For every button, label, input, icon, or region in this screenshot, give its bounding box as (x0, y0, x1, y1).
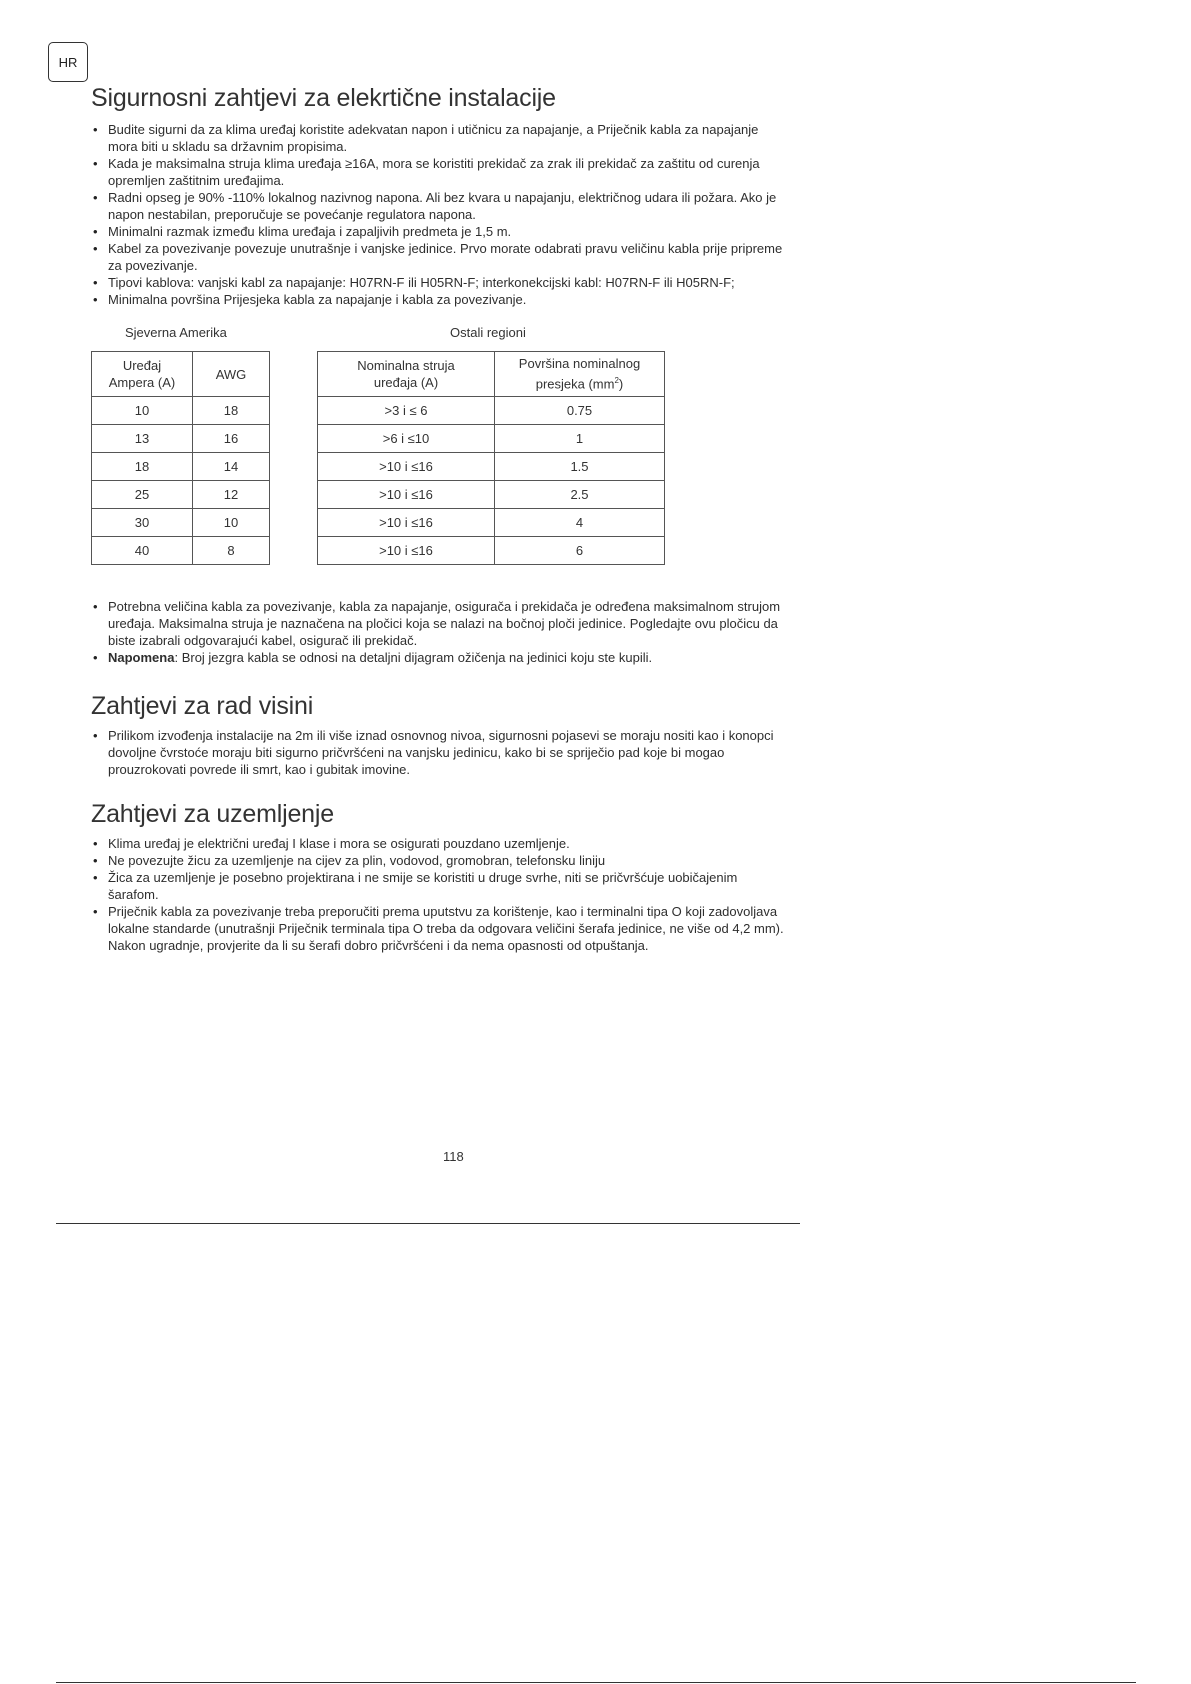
table-row (92, 481, 270, 509)
table-cell: >10 i ≤16 (318, 509, 495, 537)
table-cell: 10 (92, 397, 193, 425)
list-item: • Potrebna veličina kabla za povezivanje, kabla za napajanje, osigurača i prekidača je određena maksimalnom strujom uređaja. Maksimalna struja je naznačena na pločici koja se nalazi na bočnoj ploči jedinice. Pogledajte ovu pločicu da biste izabrali odgovarajući kabel, osigurač ili prekidač. (91, 598, 791, 649)
table-cell: 18 (193, 397, 270, 425)
header-cell: Površina nominalnog presjeka $(mm^2)$ (495, 352, 665, 397)
bottom-divider-line (56, 1682, 1136, 1683)
table-header-row (92, 352, 270, 397)
list-item: • Minimalna površina Prijesjeka kabla za napajanje i kabla za povezivanje. (91, 291, 791, 308)
table-cell: 14 (193, 453, 270, 481)
table-cell: 2.5 (495, 481, 665, 509)
grounding-title: Zahtjevi za uzemljenje (91, 800, 334, 828)
table-row (318, 453, 665, 481)
table-cell: 8 (193, 537, 270, 565)
list-item: • Klima uređaj je električni uređaj I klase i mora se osigurati pouzdano uzemljenje. (91, 835, 791, 852)
table-cell: 30 (92, 509, 193, 537)
table-row (318, 397, 665, 425)
grounding-section (91, 800, 791, 954)
header-cell: Nominalna struja uređaja (A) (318, 352, 495, 397)
header-cell: Uređaj Ampera (A) (92, 352, 193, 397)
table-row (92, 509, 270, 537)
list-item: • Radni opseg je 90% -110% lokalnog nazivnog napona. Ali bez kvara u napajanju, električnog udara ili požara. Ako je napon nestabilan, preporučuje se povećanje regulatora napona. (91, 189, 791, 223)
table-cell: >6 i ≤10 (318, 425, 495, 453)
work-at-height-title: Zahtjevi za rad visini (91, 692, 314, 720)
table-cell: 10 (193, 509, 270, 537)
table-row (92, 537, 270, 565)
table-cell: 1 (495, 425, 665, 453)
header-cell: AWG (193, 352, 270, 397)
table-row (92, 425, 270, 453)
cable-size-notes (91, 598, 791, 666)
table-row (318, 481, 665, 509)
table-cell: 16 (193, 425, 270, 453)
divider-line (56, 1223, 800, 1224)
list-item: • Minimalni razmak između klima uređaja i zapaljivih predmeta je 1,5 m. (91, 223, 791, 240)
electrical-safety-list (91, 121, 791, 308)
table-row (92, 453, 270, 481)
north-america-caption: Sjeverna Amerika (125, 325, 227, 340)
note-item (91, 649, 791, 666)
page-content (91, 84, 791, 954)
list-item: • Tipovi kablova: vanjski kabl za napajanje: H07RN-F ili H05RN-F; interkonekcijski kabl: H07RN-F ili H05RN-F; (91, 274, 791, 291)
page-number: 118 (443, 1149, 464, 1164)
table-cell: >3 i ≤ 6 (318, 397, 495, 425)
list-item: • Žica za uzemljenje je posebno projektirana i ne smije se koristiti u druge svrhe, niti se pričvršćuje uobičajenim šarafom. (91, 869, 791, 903)
list-item: • Prilikom izvođenja instalacije na 2m ili više iznad osnovnog nivoa, sigurnosni pojasevi se moraju nositi kao i konopci dovoljne čvrstoće moraju biti sigurno pričvršćeni na vanjsku jedinicu, kako bi se spriječio pad koje bi mogao prouzrokovati povrede ili smrt, kao i gubitak imovine. (91, 727, 791, 778)
list-item: • Budite sigurni da za klima uređaj koristite adekvatan napon i utičnicu za napajanje, a Priječnik kabla za napajanje mora biti u skladu sa državnim propisima. (91, 121, 791, 155)
work-at-height-list (91, 727, 791, 778)
table-cell: 12 (193, 481, 270, 509)
table-row (92, 397, 270, 425)
table-cell: 40 (92, 537, 193, 565)
table-cell: 0.75 (495, 397, 665, 425)
table-row (318, 537, 665, 565)
table-row (318, 509, 665, 537)
table-cell: 6 (495, 537, 665, 565)
electrical-safety-title: Sigurnosni zahtjevi za elekrtične instalacije (91, 84, 556, 112)
table-header-row (318, 352, 665, 397)
language-badge (48, 42, 88, 82)
work-at-height-section (91, 692, 791, 778)
note-label: Napomena (108, 650, 175, 665)
electrical-safety-section (91, 84, 791, 308)
table-cell: 13 (92, 425, 193, 453)
table-cell: >10 i ≤16 (318, 481, 495, 509)
list-item: • Priječnik kabla za povezivanje treba preporučiti prema uputstvu za korištenje, kao i terminalni tipa O koji zadovoljava lokalne standarde (unutrašnji Priječnik terminala tipa O treba da odgovara veličini šerafa jedinice, ne više od 4,2 mm). Nakon ugradnje, provjerite da li su šerafi dobro pričvršćeni i da nema opasnosti od otpuštanja. (91, 903, 791, 954)
table-cell: 25 (92, 481, 193, 509)
table-cell: 1.5 (495, 453, 665, 481)
table-cell: >10 i ≤16 (318, 453, 495, 481)
other-regions-caption: Ostali regioni (450, 325, 526, 340)
north-america-table (91, 351, 270, 565)
other-regions-table (317, 351, 665, 565)
grounding-list (91, 835, 791, 954)
list-item: • Ne povezujte žicu za uzemljenje na cijev za plin, vodovod, gromobran, telefonsku liniju (91, 852, 791, 869)
cable-notes-list (91, 598, 791, 666)
cable-size-tables (91, 325, 791, 570)
table-cell: 18 (92, 453, 193, 481)
language-code: HR (58, 54, 78, 70)
list-item: • Kada je maksimalna struja klima uređaja ≥16A, mora se koristiti prekidač za zrak ili prekidač za zaštitu od curenja opremljen zaštitnim uređajima. (91, 155, 791, 189)
list-item: • Kabel za povezivanje povezuje unutrašnje i vanjske jedinice. Prvo morate odabrati pravu veličinu kabla prije pripreme za povezivanje. (91, 240, 791, 274)
table-cell: 4 (495, 509, 665, 537)
table-row (318, 425, 665, 453)
note-text: : Broj jezgra kabla se odnosi na detaljni dijagram ožičenja na jedinici koju ste kupili. (174, 650, 653, 665)
table-cell: >10 i ≤16 (318, 537, 495, 565)
